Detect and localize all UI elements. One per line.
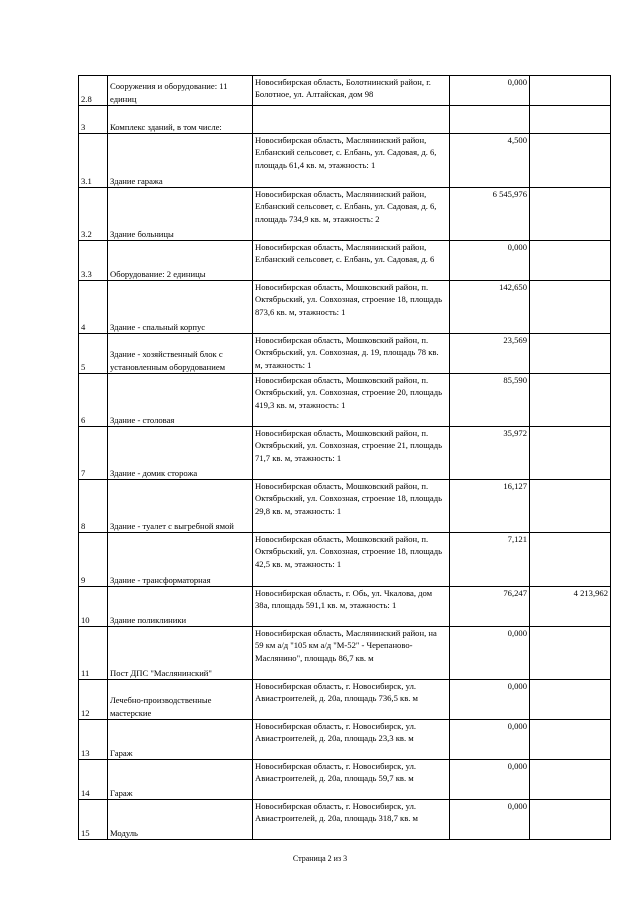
row-number: 6 (79, 374, 108, 427)
object-value: 16,127 (450, 480, 530, 533)
row-number: 3 (79, 106, 108, 134)
row-number: 3.2 (79, 188, 108, 241)
object-value: 142,650 (450, 281, 530, 334)
page-footer: Страница 2 из 3 (292, 854, 348, 863)
row-number: 3.3 (79, 241, 108, 281)
table-row (79, 427, 611, 480)
object-name: Оборудование: 2 единицы (108, 241, 253, 281)
object-name: Комплекс зданий, в том числе: (108, 106, 253, 134)
table-row (79, 374, 611, 427)
object-name: Лечебно-производственные мастерские (108, 680, 253, 720)
object-value: 35,972 (450, 427, 530, 480)
object-name: Здание - туалет с выгребной ямой (108, 480, 253, 533)
object-name: Гараж (108, 760, 253, 800)
object-address: Новосибирская область, Мошковский район, п. Октябрьский, ул. Совхозная, строение 21, площадь 71,7 кв. м, этажность: 1 (253, 427, 450, 480)
object-total (530, 760, 611, 800)
object-total (530, 334, 611, 374)
object-name: Здание - хозяйственный блок с установленным оборудованием (108, 334, 253, 374)
table-row (79, 800, 611, 840)
object-value: 85,590 (450, 374, 530, 427)
object-total (530, 627, 611, 680)
object-address: Новосибирская область, Мошковский район, п. Октябрьский, ул. Совхозная, д. 19, площадь 78 кв. м, этажность: 1 (253, 334, 450, 374)
object-total (530, 480, 611, 533)
object-total (530, 188, 611, 241)
row-number: 5 (79, 334, 108, 374)
table-row (79, 627, 611, 680)
row-number: 4 (79, 281, 108, 334)
object-total (530, 374, 611, 427)
object-name: Здание - трансформаторная (108, 533, 253, 587)
object-total: 4 213,962 (530, 587, 611, 627)
object-name: Пост ДПС "Маслянинский" (108, 627, 253, 680)
object-address: Новосибирская область, Маслянинский район, на 59 км а/д "105 км а/д "М-52" - Черепаново-Маслянино", площадь 86,7 кв. м (253, 627, 450, 680)
object-address: Новосибирская область, г. Обь, ул. Чкалова, дом 38а, площадь 591,1 кв. м, этажность: 1 (253, 587, 450, 627)
object-value: 0,000 (450, 800, 530, 840)
object-total (530, 533, 611, 587)
table-row (79, 76, 611, 106)
table-row (79, 188, 611, 241)
row-number: 11 (79, 627, 108, 680)
object-value: 0,000 (450, 76, 530, 106)
row-number: 14 (79, 760, 108, 800)
row-number: 7 (79, 427, 108, 480)
row-number: 12 (79, 680, 108, 720)
object-name: Здание больницы (108, 188, 253, 241)
object-total (530, 134, 611, 188)
table-row (79, 241, 611, 281)
object-address: Новосибирская область, Болотнинский район, г. Болотное, ул. Алтайская, дом 98 (253, 76, 450, 106)
row-number: 10 (79, 587, 108, 627)
object-value: 0,000 (450, 720, 530, 760)
table-row (79, 587, 611, 627)
object-address: Новосибирская область, г. Новосибирск, ул. Авиастроителей, д. 20а, площадь 318,7 кв. м (253, 800, 450, 840)
row-number: 15 (79, 800, 108, 840)
object-name: Гараж (108, 720, 253, 760)
table-row (79, 760, 611, 800)
row-number: 13 (79, 720, 108, 760)
object-total (530, 800, 611, 840)
object-address: Новосибирская область, г. Новосибирск, ул. Авиастроителей, д. 20а, площадь 736,5 кв. м (253, 680, 450, 720)
object-name: Сооружения и оборудование: 11 единиц (108, 76, 253, 106)
table-row (79, 334, 611, 374)
table-row (79, 720, 611, 760)
object-address: Новосибирская область, Маслянинский район, Елбанский сельсовет, с. Елбань, ул. Садовая, д. 6, площадь 734,9 кв. м, этажность: 2 (253, 188, 450, 241)
object-value: 7,121 (450, 533, 530, 587)
object-value: 6 545,976 (450, 188, 530, 241)
object-address: Новосибирская область, г. Новосибирск, ул. Авиастроителей, д. 20а, площадь 59,7 кв. м (253, 760, 450, 800)
object-value: 76,247 (450, 587, 530, 627)
object-address: Новосибирская область, Мошковский район, п. Октябрьский, ул. Совхозная, строение 18, площадь 42,5 кв. м, этажность: 1 (253, 533, 450, 587)
object-name: Здание - домик сторожа (108, 427, 253, 480)
table-row (79, 680, 611, 720)
object-address (253, 106, 450, 134)
object-name: Здание гаража (108, 134, 253, 188)
property-table (78, 75, 611, 840)
object-total (530, 241, 611, 281)
object-address: Новосибирская область, Маслянинский район, Елбанский сельсовет, с. Елбань, ул. Садовая, д. 6, площадь 61,4 кв. м, этажность: 1 (253, 134, 450, 188)
object-value: 4,500 (450, 134, 530, 188)
table-row (79, 281, 611, 334)
object-address: Новосибирская область, Мошковский район, п. Октябрьский, ул. Совхозная, строение 18, площадь 873,6 кв. м, этажность: 1 (253, 281, 450, 334)
object-value: 0,000 (450, 760, 530, 800)
object-total (530, 427, 611, 480)
object-value: 0,000 (450, 680, 530, 720)
table-row (79, 480, 611, 533)
object-address: Новосибирская область, г. Новосибирск, ул. Авиастроителей, д. 20а, площадь 23,3 кв. м (253, 720, 450, 760)
object-name: Здание поликлиники (108, 587, 253, 627)
table-row (79, 533, 611, 587)
table-row (79, 106, 611, 134)
object-total (530, 281, 611, 334)
object-value: 23,569 (450, 334, 530, 374)
object-name: Здание - спальный корпус (108, 281, 253, 334)
object-total (530, 106, 611, 134)
object-name: Модуль (108, 800, 253, 840)
row-number: 2.8 (79, 76, 108, 106)
object-value: 0,000 (450, 627, 530, 680)
object-total (530, 680, 611, 720)
object-total (530, 76, 611, 106)
object-value (450, 106, 530, 134)
object-address: Новосибирская область, Маслянинский район, Елбанский сельсовет, с. Елбань, ул. Садовая, д. 6 (253, 241, 450, 281)
object-address: Новосибирская область, Мошковский район, п. Октябрьский, ул. Совхозная, строение 18, площадь 29,8 кв. м, этажность: 1 (253, 480, 450, 533)
object-value: 0,000 (450, 241, 530, 281)
row-number: 3.1 (79, 134, 108, 188)
row-number: 8 (79, 480, 108, 533)
object-name: Здание - столовая (108, 374, 253, 427)
table-row (79, 134, 611, 188)
row-number: 9 (79, 533, 108, 587)
object-total (530, 720, 611, 760)
object-address: Новосибирская область, Мошковский район, п. Октябрьский, ул. Совхозная, строение 20, площадь 419,3 кв. м, этажность: 1 (253, 374, 450, 427)
